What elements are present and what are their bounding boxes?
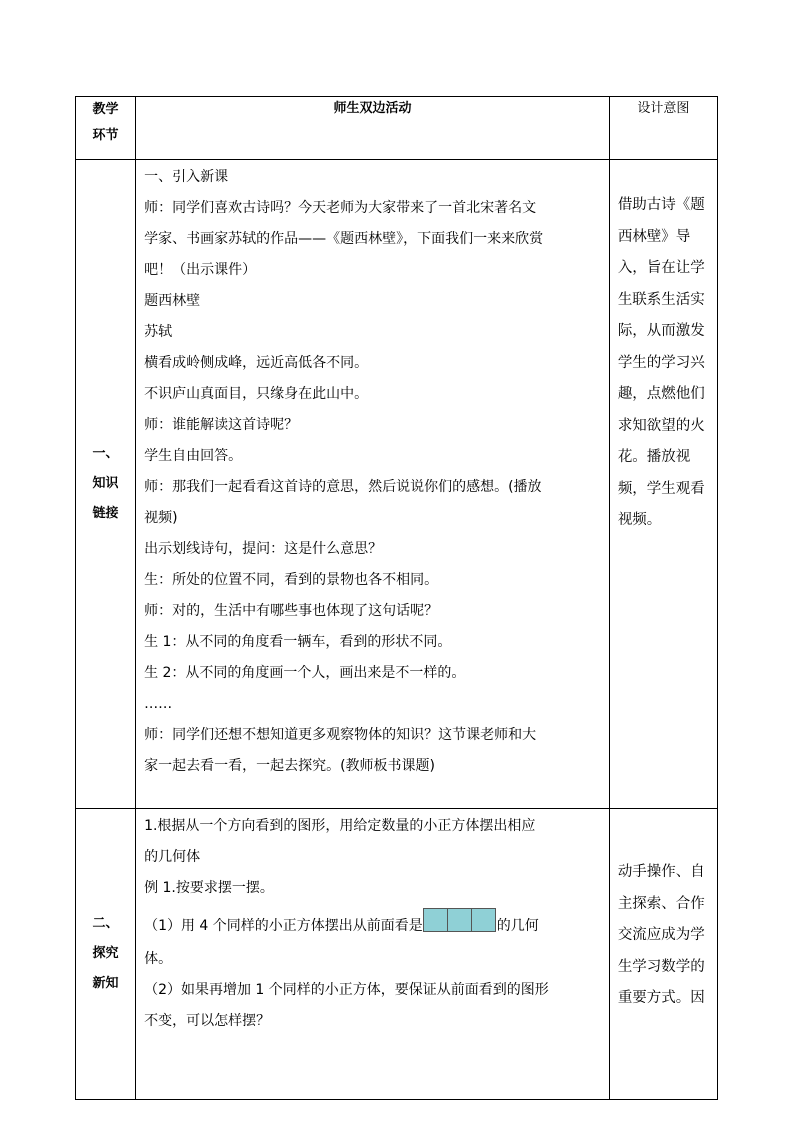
stage-cell: 二、 探究 新知 xyxy=(76,809,136,1100)
square-cell xyxy=(447,908,472,932)
table-row xyxy=(76,160,718,809)
activity-cell: 一、引入新课 师：同学们喜欢古诗吗？今天老师为大家带来了一首北宋著名文 学家、书画家苏轼的作品——《题西林壁》，下面我们一来来欣赏 吧！（出示课件） 题西林壁 苏轼 横看成岭侧成峰，远近高低各不同。 不识庐山真面目，只缘身在此山中。 师：谁能解读这首诗呢？ 学生自由回答。 师：那我们一起看看这首诗的意思，然后说说你们的感想。(播放 视频) 出示划线诗句，提问：这是什么意思？ 生：所处的位置不同，看到的景物也各不相同。 师：对的，生活中有哪些事也体现了这句话呢？ 生 1：从不同的角度看一辆车，看到的形状不同。 生 2：从不同的角度画一个人，画出来是不一样的。 …… 师：同学们还想不想知道更多观察物体的知识？这节课老师和大 家一起去看一看，一起去探究。(教师板书课题) xyxy=(136,160,610,809)
square-cell xyxy=(471,908,496,932)
header-stage: 教学 环节 xyxy=(76,97,136,160)
three-square-front-view-figure xyxy=(424,908,496,944)
table-header-row xyxy=(76,97,718,160)
header-design-intent: 设计意图 xyxy=(609,97,717,160)
activity-cell: 1.根据从一个方向看到的图形，用给定数量的小正方体摆出相应 的几何体 例 1.按要求摆一摆。 （1）用 4 个同样的小正方体摆出从前面看是 的几何 体。 （2）如果再增加 1 个同样的小正方体，要保证从前面看到的图形 不变，可以怎样摆？ xyxy=(136,809,610,1100)
header-activities: 师生双边活动 xyxy=(136,97,610,160)
intent-cell: 动手操作、自主探索、合作交流应成为学生学习数学的重要方式。因 xyxy=(609,809,717,1100)
lesson-plan-table xyxy=(75,96,718,1100)
square-cell xyxy=(423,908,448,932)
intent-cell: 借助古诗《题西林壁》导入，旨在让学生联系生活实际，从而激发学生的学习兴趣，点燃他们求知欲望的火花。播放视频，学生观看视频。 xyxy=(609,160,717,809)
stage-cell: 一、 知识 链接 xyxy=(76,160,136,809)
table-row xyxy=(76,809,718,1100)
